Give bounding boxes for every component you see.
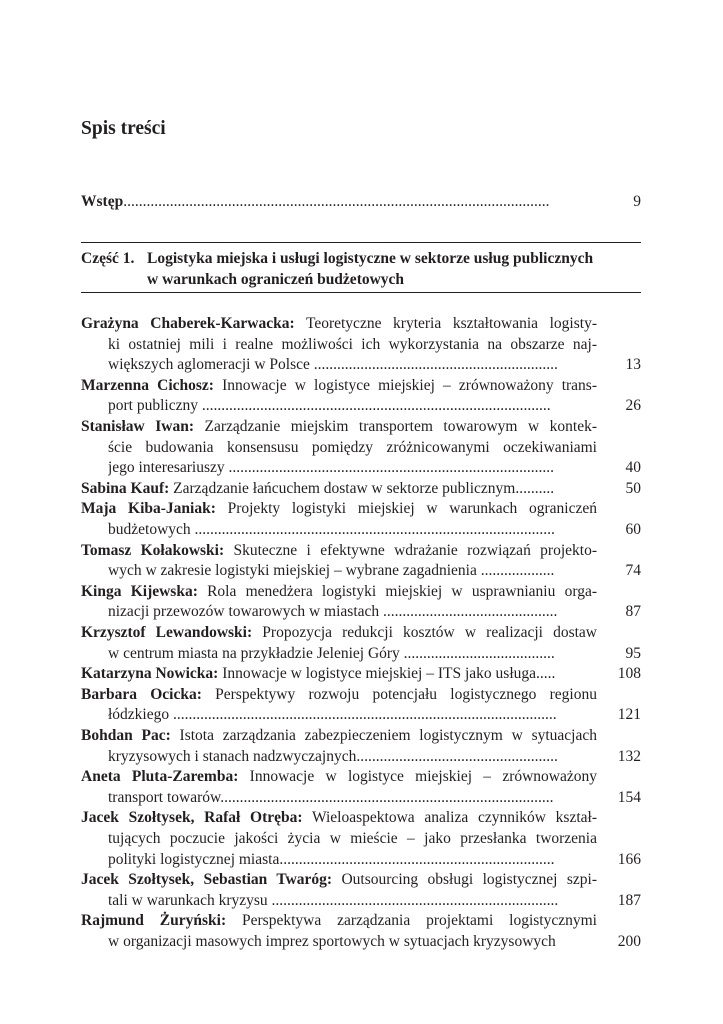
entry-title-text: Innowacje w logistyce miejskiej – ITS jako usługa..... <box>218 665 556 683</box>
entry-title-text: budżetowych ............................................................................................. <box>108 521 555 538</box>
entry-title-text: Innowacje w logistyce miejskiej – zrównoważony <box>238 768 597 786</box>
entry-title-text: Propozycja redukcji kosztów w realizacji dostaw <box>252 624 597 641</box>
toc-entry-line <box>81 829 641 849</box>
toc-entry-line <box>81 314 641 334</box>
entry-title-text: jego interesariuszy .................................................................................... <box>108 459 555 477</box>
page-number: 95 <box>625 644 641 662</box>
toc-entry-line <box>81 911 641 931</box>
toc-entry-line <box>81 499 641 519</box>
toc-entry-line <box>81 376 641 396</box>
page-number: 187 <box>617 891 641 909</box>
entry-author: Sabina Kauf: <box>81 479 170 497</box>
page-number: 121 <box>617 706 641 724</box>
toc-entry-line <box>81 355 641 375</box>
entry-title-text: port publiczny .......................................................................................... <box>108 397 551 415</box>
intro-label: Wstęp <box>81 193 124 210</box>
entry-title-text: tali w warunkach kryzysu .......................................................................... <box>108 891 559 909</box>
page-number: 108 <box>617 665 641 683</box>
entry-title-text: Rola menedżera logistyki miejskiej w usprawnianiu orga- <box>197 582 597 600</box>
entry-title-text: Zarządzanie łańcuchem dostaw w sektorze publicznym.......... <box>169 479 555 497</box>
toc-entry-line <box>81 747 641 767</box>
toc-entry-line <box>81 705 641 725</box>
entry-title-text: Projekty logistyki miejskiej w warunkach ograniczeń <box>215 500 597 518</box>
page-number: 166 <box>617 850 641 868</box>
toc-entry-line <box>81 438 641 458</box>
page-title: Spis treści <box>81 118 166 139</box>
toc-entry-line <box>81 623 641 643</box>
toc-entry-line <box>81 602 641 622</box>
entry-author: Stanisław Iwan: <box>81 418 194 435</box>
entry-author: Rajmund Żuryński: <box>81 912 227 930</box>
part-label: Część 1. <box>81 250 135 267</box>
divider <box>81 292 641 293</box>
toc-entry-line <box>81 520 641 540</box>
entry-title-text: Perspektywa zarządzania projektami logistycznymi <box>226 912 597 930</box>
page-number: 154 <box>617 788 641 806</box>
entry-title-text: Zarządzanie miejskim transportem towarowym w kontek- <box>194 418 597 435</box>
part-heading-continued <box>81 270 641 290</box>
entry-author: Aneta Pluta-Zaremba: <box>81 768 239 786</box>
page-number: 13 <box>625 356 641 374</box>
entry-title-text: Skuteczne i efektywne wdrażanie rozwiązań projekto- <box>224 541 597 559</box>
entry-author: Tomasz Kołakowski: <box>81 541 225 559</box>
toc-entry-line <box>81 479 641 499</box>
divider <box>81 242 641 243</box>
toc-entry-line <box>81 541 641 561</box>
entry-author: Kinga Kijewska: <box>81 582 198 600</box>
toc-entry-line <box>81 726 641 746</box>
toc-entry-intro[interactable] <box>81 192 641 212</box>
entry-title-text: nizacji przewozów towarowych w miastach ............................................. <box>108 603 558 621</box>
entry-author: Marzenna Cichosz: <box>81 376 214 394</box>
toc-entry-line <box>81 788 641 808</box>
entry-title-text: Perspektywy rozwoju potencjału logistycznego regionu <box>201 685 597 703</box>
toc-entry-line <box>81 561 641 581</box>
entry-title-text: ście budowania konsensusu pomiędzy zróżnicowanymi oczekiwaniami <box>108 438 597 456</box>
entry-author: Jacek Szołtysek, Rafał Otręba: <box>81 809 303 827</box>
entry-title-text: Wieloaspektowa analiza czynników kształ- <box>302 809 597 827</box>
entry-title-text: tujących poczucie jakości życia w mieście – jako przesłanka tworzenia <box>108 830 597 847</box>
toc-entry-line <box>81 767 641 787</box>
toc-entry-line <box>81 932 641 952</box>
entry-title-text: w centrum miasta na przykładzie Jeleniej Góry ....................................... <box>108 644 555 662</box>
entry-title-text: łódzkiego ................................................................................................... <box>108 706 557 724</box>
page-number: 132 <box>617 747 641 765</box>
page-number: 9 <box>633 193 641 210</box>
page-number: 87 <box>625 603 641 621</box>
leader-dots: .............................................................................................................. <box>123 193 550 210</box>
entry-title-text: większych aglomeracji w Polsce ............................................................... <box>108 356 558 374</box>
entry-author: Maja Kiba-Janiak: <box>81 500 216 518</box>
entry-title-text: polityki logistycznej miasta....................................................................... <box>108 850 555 868</box>
toc-entry-line <box>81 850 641 870</box>
entry-author: Krzysztof Lewandowski: <box>81 624 253 641</box>
entry-title-text: Teoretyczne kryteria kształtowania logisty- <box>294 315 597 332</box>
entry-author: Katarzyna Nowicka: <box>81 665 219 683</box>
toc-entry-line <box>81 582 641 602</box>
entry-title-text: Istota zarządzania zabezpieczeniem logistycznym w sytuacjach <box>170 727 597 744</box>
entry-title-text: w organizacji masowych imprez sportowych w sytuacjach kryzysowych <box>108 933 556 950</box>
part-heading <box>81 249 641 269</box>
entry-title-text: ki ostatniej mili i realne możliwości ich wykorzystania na obszarze naj- <box>108 335 597 353</box>
page-number: 40 <box>625 459 641 477</box>
entry-title-text: Outsourcing obsługi logistycznej szpi- <box>332 871 597 889</box>
toc-entry-line <box>81 644 641 664</box>
page-number: 200 <box>617 933 641 950</box>
entry-title-text: wych w zakresie logistyki miejskiej – wybrane zagadnienia ................... <box>108 562 555 580</box>
toc-entry-line <box>81 396 641 416</box>
toc-entry-line <box>81 417 641 437</box>
entry-author: Barbara Ocicka: <box>81 685 202 703</box>
entry-author: Jacek Szołtysek, Sebastian Twaróg: <box>81 871 333 889</box>
toc-entry-line <box>81 335 641 355</box>
toc-entry-line <box>81 808 641 828</box>
entry-title-text: transport towarów...................................................................................... <box>108 788 554 806</box>
page-number: 26 <box>625 397 641 415</box>
toc-entry-line <box>81 891 641 911</box>
entry-title-text: Innowacje w logistyce miejskiej – zrównoważony trans- <box>213 376 597 394</box>
part-title-line-2: w warunkach ograniczeń budżetowych <box>147 271 405 288</box>
toc-entry-line <box>81 870 641 890</box>
page-number: 50 <box>625 479 641 497</box>
page-number: 60 <box>625 521 641 538</box>
entry-author: Grażyna Chaberek-Karwacka: <box>81 315 295 332</box>
entry-author: Bohdan Pac: <box>81 727 171 744</box>
toc-entry-line <box>81 685 641 705</box>
part-title-line-1: Logistyka miejska i usługi logistyczne w sektorze usług publicznych <box>147 250 594 267</box>
toc-entry-line <box>81 458 641 478</box>
page-number: 74 <box>625 562 641 580</box>
entry-title-text: kryzysowych i stanach nadzwyczajnych.................................................... <box>108 747 558 765</box>
toc-entry-line <box>81 664 641 684</box>
